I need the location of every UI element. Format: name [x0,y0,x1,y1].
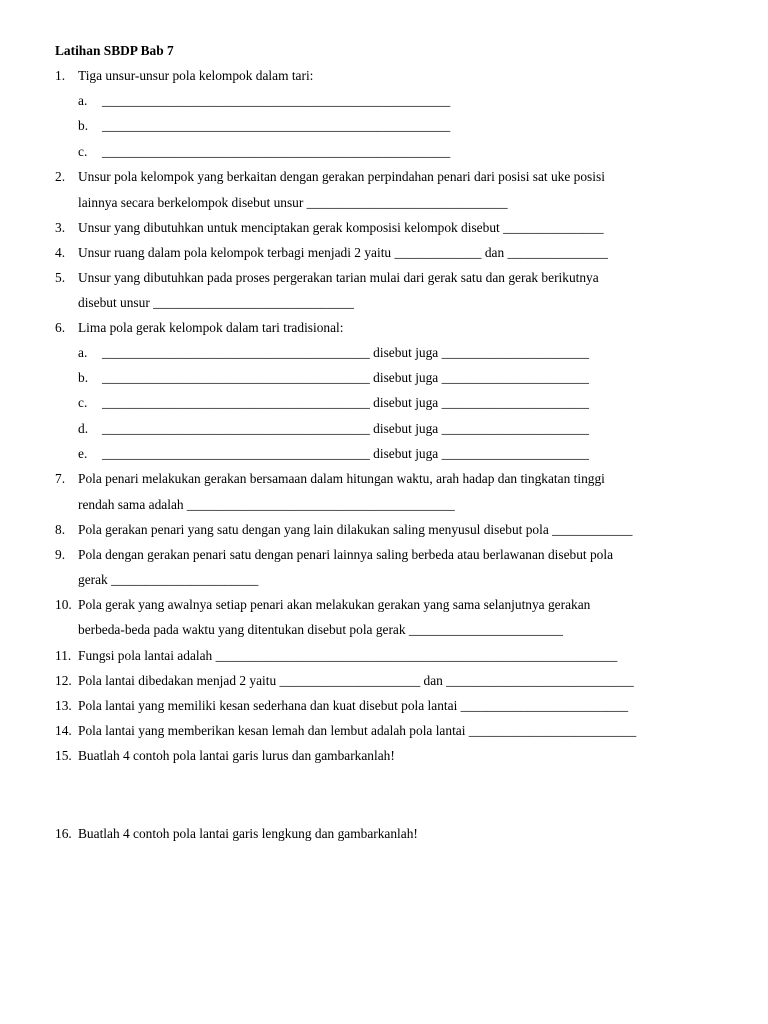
question-text: Unsur yang dibutuhkan pada proses pergerakan tarian mulai dari gerak satu dan gerak berikutnya [78,270,599,285]
question-text: Fungsi pola lantai adalah ____________________________________________________________ [78,648,618,663]
question-text: Unsur yang dibutuhkan untuk menciptakan gerak komposisi kelompok disebut _______________ [78,220,604,235]
sub-item-text: ________________________________________ disebut juga ______________________ [102,421,589,436]
sub-item-letter: b. [78,370,89,385]
question-text: Pola dengan gerakan penari satu dengan penari lainnya saling berbeda atau berlawanan disebut pola [78,547,614,562]
question-text: Buatlah 4 contoh pola lantai garis lengkung dan gambarkanlah! [78,826,418,841]
question-text: Pola gerakan penari yang satu dengan yang lain dilakukan saling menyusul disebut pola ____________ [78,522,633,537]
question-number: 8. [55,522,66,537]
question-number: 11. [55,648,72,663]
question-number: 12. [55,673,72,688]
question-number: 10. [55,597,72,612]
question-number: 15. [55,748,72,763]
sub-item-letter: c. [78,144,88,159]
sub-item-text: ________________________________________ disebut juga ______________________ [102,370,589,385]
sub-item-letter: b. [78,118,89,133]
question-text: gerak ______________________ [78,572,259,587]
sub-item-text: ____________________________________________________ [102,118,451,133]
sub-item-text: ________________________________________ disebut juga ______________________ [102,395,589,410]
question-number: 7. [55,471,66,486]
sub-item-letter: a. [78,345,88,360]
question-number: 9. [55,547,66,562]
sub-item-text: ________________________________________ disebut juga ______________________ [102,446,589,461]
question-number: 5. [55,270,66,285]
question-text: Pola lantai yang memberikan kesan lemah dan lembut adalah pola lantai _________________________ [78,723,637,738]
question-number: 16. [55,826,72,841]
question-number: 14. [55,723,72,738]
question-text: Tiga unsur-unsur pola kelompok dalam tari: [78,68,314,83]
question-text: Unsur ruang dalam pola kelompok terbagi menjadi 2 yaitu _____________ dan _______________ [78,245,608,260]
question-number: 6. [55,320,66,335]
question-text: Pola lantai dibedakan menjad 2 yaitu _____________________ dan ____________________________ [78,673,634,688]
question-text: Unsur pola kelompok yang berkaitan dengan gerakan perpindahan penari dari posisi sat uke posisi [78,169,605,184]
question-number: 2. [55,169,66,184]
question-text: Pola lantai yang memiliki kesan sederhana dan kuat disebut pola lantai _________________________ [78,698,629,713]
worksheet-title: Latihan SBDP Bab 7 [55,43,174,58]
sub-item-text: ____________________________________________________ [102,144,451,159]
sub-item-letter: d. [78,421,89,436]
question-number: 4. [55,245,66,260]
question-text: Buatlah 4 contoh pola lantai garis lurus dan gambarkanlah! [78,748,395,763]
question-number: 1. [55,68,66,83]
sub-item-letter: c. [78,395,88,410]
question-text: rendah sama adalah ________________________________________ [78,497,455,512]
sub-item-text: ____________________________________________________ [102,93,451,108]
question-text: Pola gerak yang awalnya setiap penari akan melakukan gerakan yang sama selanjutnya gerakan [78,597,591,612]
sub-item-text: ________________________________________ disebut juga ______________________ [102,345,589,360]
question-text: Lima pola gerak kelompok dalam tari tradisional: [78,320,344,335]
sub-item-letter: e. [78,446,88,461]
question-text: berbeda-beda pada waktu yang ditentukan disebut pola gerak _______________________ [78,622,563,637]
question-text: lainnya secara berkelompok disebut unsur ______________________________ [78,195,508,210]
question-number: 13. [55,698,72,713]
question-number: 3. [55,220,66,235]
question-text: disebut unsur ______________________________ [78,295,354,310]
sub-item-letter: a. [78,93,88,108]
question-text: Pola penari melakukan gerakan bersamaan dalam hitungan waktu, arah hadap dan tingkatan tinggi [78,471,605,486]
